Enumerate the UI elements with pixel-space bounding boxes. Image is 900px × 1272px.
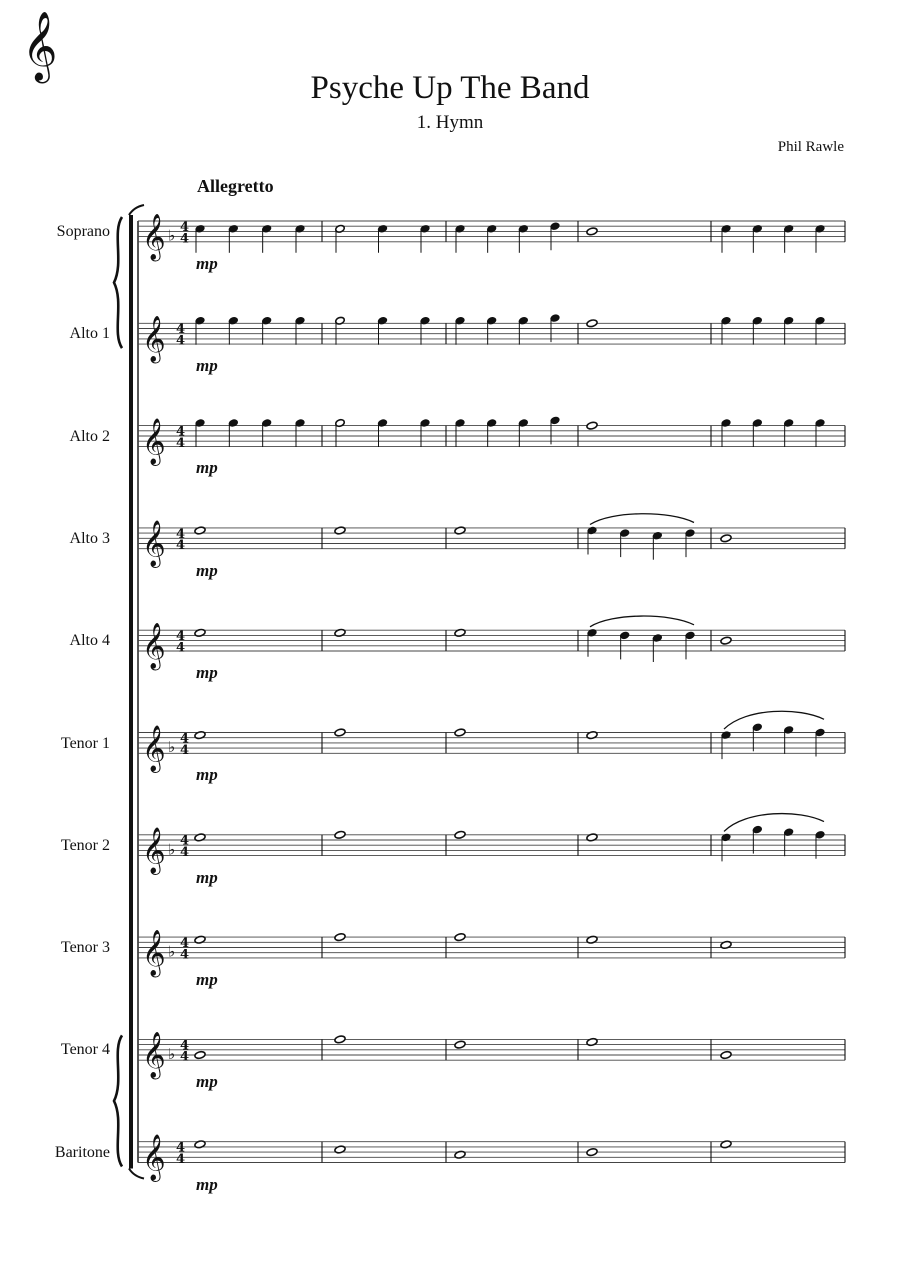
note-head (586, 421, 598, 430)
time-signature-bottom: 4 (180, 1049, 190, 1065)
composer-name: Phil Rawle (777, 139, 844, 155)
treble-clef-icon: 𝄞 (142, 316, 166, 363)
staff-alto-3 (138, 514, 845, 569)
time-signature-bottom: 4 (180, 947, 190, 963)
system-bracket (129, 215, 133, 1169)
treble-clef-icon: 𝄞 (142, 725, 166, 772)
note-head (334, 1035, 346, 1044)
time-signature-bottom: 4 (176, 1152, 186, 1167)
instrument-label: Tenor 3 (60, 939, 110, 957)
time-signature-top: 4 (176, 322, 186, 338)
instrument-label: Tenor 1 (60, 734, 110, 752)
dynamic-marking: mp (196, 1072, 218, 1092)
dynamic-marking: mp (196, 867, 218, 887)
time-signature-bottom: 4 (176, 333, 186, 349)
slur (590, 514, 694, 525)
treble-clef-icon: 𝄞 (142, 623, 166, 669)
treble-clef-icon: 𝄞 (142, 520, 166, 567)
staff-alto-4 (138, 616, 845, 671)
slur (724, 814, 824, 832)
dynamic-marking: mp (196, 458, 218, 478)
dynamic-marking: mp (196, 663, 218, 682)
treble-clef-icon: 𝄞 (142, 827, 166, 874)
staff-tenor-2 (138, 814, 845, 876)
note-head (334, 728, 346, 737)
note-head (334, 933, 346, 942)
score-title: Psyche Up The Band (310, 70, 590, 106)
note-head (586, 1148, 598, 1157)
flat-sign-icon: ♭ (168, 1045, 176, 1063)
time-signature-top: 4 (176, 629, 186, 645)
note-head (454, 728, 466, 737)
treble-clef-icon: 𝄞 (142, 1032, 166, 1079)
time-signature-top: 4 (176, 424, 186, 440)
time-signature-top: 4 (180, 833, 190, 849)
note-head (454, 830, 466, 839)
note-head (586, 227, 598, 236)
note-head (454, 933, 466, 942)
time-signature-top: 4 (180, 731, 190, 747)
staff-baritone (138, 1135, 845, 1183)
time-signature-top: 4 (180, 219, 190, 235)
dynamic-marking: mp (196, 560, 218, 580)
instrument-label: Soprano (56, 223, 110, 240)
dynamic-marking: mp (196, 1174, 218, 1194)
flat-sign-icon: ♭ (168, 840, 176, 859)
time-signature-top: 4 (180, 1038, 190, 1054)
treble-clef-icon: 𝄞 (142, 213, 166, 260)
instrument-label: Alto 3 (69, 529, 110, 547)
note-head (586, 319, 598, 328)
time-signature-bottom: 4 (176, 538, 186, 554)
treble-clef-logo-icon: 𝄞 (22, 11, 58, 81)
time-signature-top: 4 (176, 1140, 186, 1156)
instrument-label: Alto 1 (69, 325, 110, 343)
treble-clef-icon: 𝄞 (142, 929, 166, 976)
time-signature-bottom: 4 (180, 845, 190, 861)
dynamic-marking: mp (196, 969, 218, 989)
flat-sign-icon: ♭ (168, 226, 176, 245)
note-head (194, 1051, 206, 1060)
note-head (454, 1040, 466, 1049)
time-signature-bottom: 4 (180, 742, 190, 758)
instrument-label: Alto 2 (69, 427, 110, 445)
staff-tenor-3 (138, 930, 845, 978)
treble-clef-icon: 𝄞 (142, 1134, 166, 1181)
dynamic-marking: mp (196, 765, 218, 785)
time-signature-bottom: 4 (176, 435, 186, 451)
brace-soprano-alto1 (114, 217, 122, 348)
instrument-label: Baritone (54, 1143, 110, 1161)
slur (724, 711, 824, 729)
instrument-label: Alto 4 (69, 632, 110, 650)
time-signature-bottom: 4 (176, 640, 186, 656)
time-signature-bottom: 4 (180, 231, 190, 247)
treble-clef-icon: 𝄞 (142, 418, 166, 465)
staff-alto-1 (138, 314, 845, 364)
note-head (720, 534, 732, 543)
note-head (720, 1051, 732, 1060)
instrument-label: Tenor 2 (60, 836, 110, 854)
time-signature-top: 4 (176, 526, 186, 542)
staff-soprano (138, 214, 845, 262)
staff-tenor-4 (138, 1032, 845, 1080)
note-head (720, 636, 732, 645)
brace-tenor4-baritone (114, 1035, 122, 1166)
tempo-marking: Allegretto (197, 176, 274, 196)
flat-sign-icon: ♭ (168, 942, 176, 961)
dynamic-marking: mp (196, 356, 218, 376)
dynamic-marking: mp (196, 253, 218, 273)
movement-subtitle: 1. Hymn (416, 112, 484, 133)
staff-alto-2 (138, 416, 845, 466)
flat-sign-icon: ♭ (168, 738, 176, 757)
slur (590, 616, 694, 627)
staff-tenor-1 (138, 711, 845, 773)
note-head (334, 830, 346, 839)
instrument-label: Tenor 4 (60, 1041, 110, 1059)
time-signature-top: 4 (180, 936, 190, 951)
